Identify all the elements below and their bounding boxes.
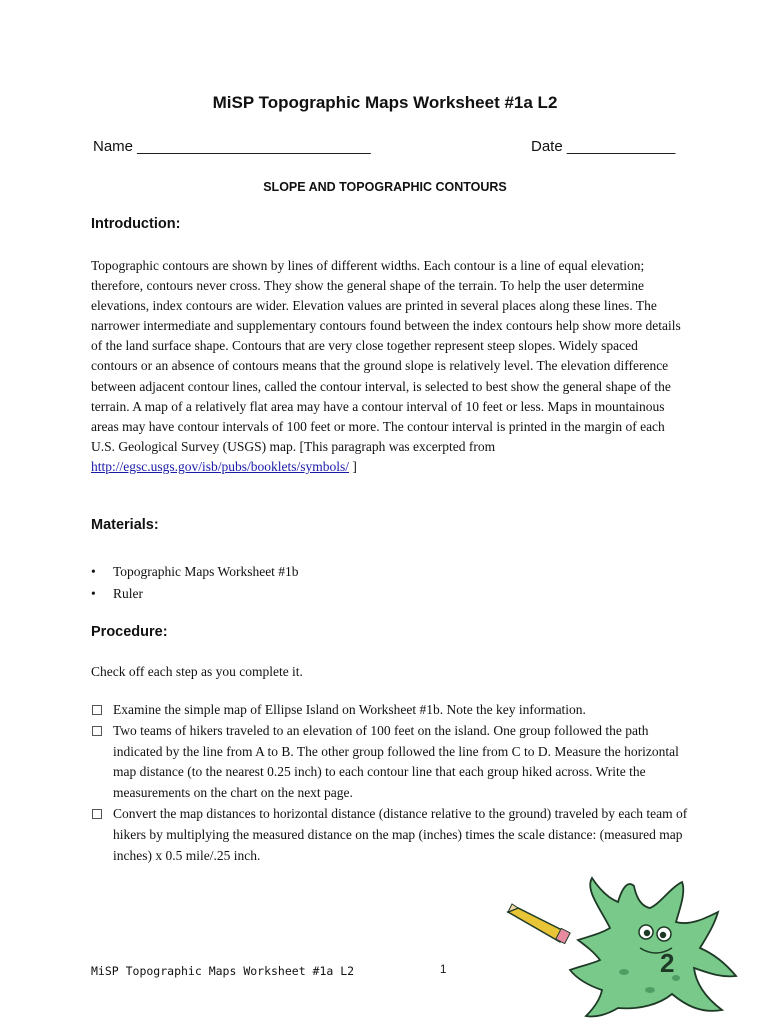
- section-subtitle: SLOPE AND TOPOGRAPHIC CONTOURS: [263, 180, 507, 194]
- list-item: [91, 561, 299, 583]
- procedure-instruction: Check off each step as you complete it.: [91, 664, 303, 679]
- bullet-icon: •: [91, 586, 96, 601]
- materials-heading: Materials:: [91, 517, 159, 533]
- procedure-step: [91, 721, 691, 804]
- list-item: [91, 583, 299, 605]
- introduction-paragraph: [91, 256, 681, 477]
- frog-body-icon: [570, 878, 736, 1017]
- step-text: Examine the simple map of Ellipse Island on Worksheet #1b. Note the key information.: [113, 702, 586, 717]
- step-text: Two teams of hikers traveled to an elevation of 100 feet on the island. One group followed the path indicated by the line from A to B. The other group followed the line from C to D. Measure the horizontal map distance (to the nearest 0.25 inch) to each contour line that each group hiked across. Write the measurements on the chart on the next page.: [113, 722, 679, 801]
- footer-title: MiSP Topographic Maps Worksheet #1a L2: [91, 964, 355, 978]
- checkbox[interactable]: [92, 726, 102, 736]
- material-label: Ruler: [113, 586, 143, 601]
- procedure-step: [91, 804, 691, 866]
- frog-mascot-icon: [500, 868, 770, 1024]
- bullet-icon: •: [91, 564, 96, 579]
- mascot-number: 2: [660, 948, 675, 978]
- material-label: Topographic Maps Worksheet #1b: [113, 564, 299, 579]
- procedure-heading: Procedure:: [91, 624, 168, 640]
- checkbox[interactable]: [92, 705, 102, 715]
- introduction-closing: ]: [349, 458, 357, 474]
- pencil-icon: [508, 904, 570, 944]
- date-field-line: Date _____________: [531, 138, 676, 155]
- checkbox[interactable]: [92, 809, 102, 819]
- page-number: 1: [440, 964, 447, 976]
- procedure-step: [91, 700, 691, 721]
- page-title: MiSP Topographic Maps Worksheet #1a L2: [212, 93, 558, 112]
- introduction-text: Topographic contours are shown by lines of different widths. Each contour is a line of equal elevation; therefore, contours never cross. They show the general shape of the terrain. To help the user determine elevations, index contours are wider. Elevation values are printed in several places along these lines. The narrower intermediate and supplementary contours found between the index contours help show more details of the land surface shape. Contours that are very close together represent steep slopes. Widely spaced contours or an absence of contours means that the ground slope is relatively level. The elevation difference between adjacent contour lines, called the contour interval, is selected to best show the general shape of the terrain. A map of a relatively flat area may have a contour interval of 10 feet or less. Maps in mountainous areas may have contour intervals of 100 feet or more. The contour interval is printed in the margin of each U.S. Geological Survey (USGS) map. [This paragraph was excerpted from: [91, 258, 681, 454]
- materials-list: [91, 561, 299, 605]
- procedure-steps: [91, 700, 691, 866]
- source-link[interactable]: http://egsc.usgs.gov/isb/pubs/booklets/symbols/: [91, 458, 350, 474]
- step-text: Convert the map distances to horizontal distance (distance relative to the ground) traveled by each team of hikers by multiplying the measured distance on the map (inches) times the scale distance: (measured map inches) x 0.5 mile/.25 inch.: [113, 805, 688, 863]
- name-field-line: Name ____________________________: [93, 138, 371, 155]
- introduction-heading: Introduction:: [91, 216, 181, 232]
